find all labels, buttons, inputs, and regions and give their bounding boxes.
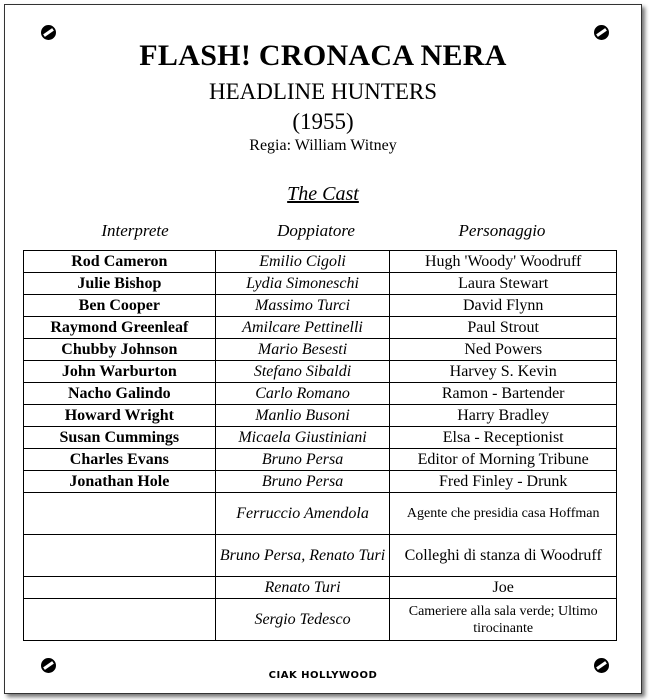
- dubber-cell: Manlio Busoni: [215, 405, 390, 427]
- character-cell: David Flynn: [390, 295, 617, 317]
- character-cell: Paul Strout: [390, 317, 617, 339]
- table-row: [24, 361, 617, 383]
- screw-icon: [41, 25, 56, 40]
- table-row: [24, 273, 617, 295]
- character-cell: Hugh 'Woody' Woodruff: [390, 251, 617, 273]
- dubber-cell: Emilio Cigoli: [215, 251, 390, 273]
- actor-cell: Howard Wright: [24, 405, 216, 427]
- dubber-cell: Lydia Simoneschi: [215, 273, 390, 295]
- dubber-cell: Bruno Persa: [215, 449, 390, 471]
- actor-cell: Charles Evans: [24, 449, 216, 471]
- column-header-doppiatore: Doppiatore: [277, 221, 355, 240]
- table-row: [24, 577, 617, 599]
- dubber-cell: Micaela Giustiniani: [215, 427, 390, 449]
- dubber-cell: Renato Turi: [215, 577, 390, 599]
- character-cell: Ned Powers: [390, 339, 617, 361]
- character-cell: Agente che presidia casa Hoffman: [390, 493, 617, 535]
- table-row: [24, 317, 617, 339]
- table-row: [24, 295, 617, 317]
- original-title: HEADLINE HUNTERS: [208, 79, 438, 104]
- page-title: FLASH! CRONACA NERA: [139, 39, 507, 72]
- cast-table: [23, 250, 617, 641]
- dubber-cell: Carlo Romano: [215, 383, 390, 405]
- table-row: [24, 493, 617, 535]
- actor-cell: [24, 493, 216, 535]
- table-row: [24, 535, 617, 577]
- character-cell: Joe: [390, 577, 617, 599]
- cast-heading: The Cast: [287, 183, 359, 205]
- table-row: [24, 405, 617, 427]
- table-row: [24, 427, 617, 449]
- actor-cell: Nacho Galindo: [24, 383, 216, 405]
- dubber-cell: Amilcare Pettinelli: [215, 317, 390, 339]
- director-credit: Regia: William Witney: [249, 137, 397, 154]
- actor-cell: [24, 599, 216, 641]
- character-cell: Cameriere alla sala verde; Ultimo tirocinante: [390, 599, 617, 641]
- table-row: [24, 251, 617, 273]
- actor-cell: Chubby Johnson: [24, 339, 216, 361]
- character-cell: Fred Finley - Drunk: [390, 471, 617, 493]
- table-row: [24, 599, 617, 641]
- screw-icon: [594, 25, 609, 40]
- character-cell: Ramon - Bartender: [390, 383, 617, 405]
- actor-cell: John Warburton: [24, 361, 216, 383]
- dubber-cell: Bruno Persa, Renato Turi: [215, 535, 390, 577]
- column-header-personaggio: Personaggio: [458, 221, 546, 240]
- column-header-interprete: Interprete: [101, 221, 169, 240]
- dubber-cell: Ferruccio Amendola: [215, 493, 390, 535]
- actor-cell: Ben Cooper: [24, 295, 216, 317]
- dubber-cell: Stefano Sibaldi: [215, 361, 390, 383]
- character-cell: Editor of Morning Tribune: [390, 449, 617, 471]
- character-cell: Laura Stewart: [390, 273, 617, 295]
- ciak-hollywood-logo: CIAK HOLLYWOOD: [268, 670, 378, 681]
- dubber-cell: Massimo Turci: [215, 295, 390, 317]
- character-cell: Harry Bradley: [390, 405, 617, 427]
- actor-cell: Raymond Greenleaf: [24, 317, 216, 339]
- actor-cell: Susan Cummings: [24, 427, 216, 449]
- actor-cell: Rod Cameron: [24, 251, 216, 273]
- release-year: (1955): [292, 109, 354, 134]
- dubber-cell: Bruno Persa: [215, 471, 390, 493]
- dubber-cell: Sergio Tedesco: [215, 599, 390, 641]
- table-row: [24, 449, 617, 471]
- character-cell: Elsa - Receptionist: [390, 427, 617, 449]
- actor-cell: Jonathan Hole: [24, 471, 216, 493]
- table-row: [24, 471, 617, 493]
- table-row: [24, 383, 617, 405]
- dubber-cell: Mario Besesti: [215, 339, 390, 361]
- character-cell: Harvey S. Kevin: [390, 361, 617, 383]
- table-row: [24, 339, 617, 361]
- actor-cell: [24, 535, 216, 577]
- actor-cell: Julie Bishop: [24, 273, 216, 295]
- cast-plaque: [4, 4, 642, 694]
- actor-cell: [24, 577, 216, 599]
- character-cell: Colleghi di stanza di Woodruff: [390, 535, 617, 577]
